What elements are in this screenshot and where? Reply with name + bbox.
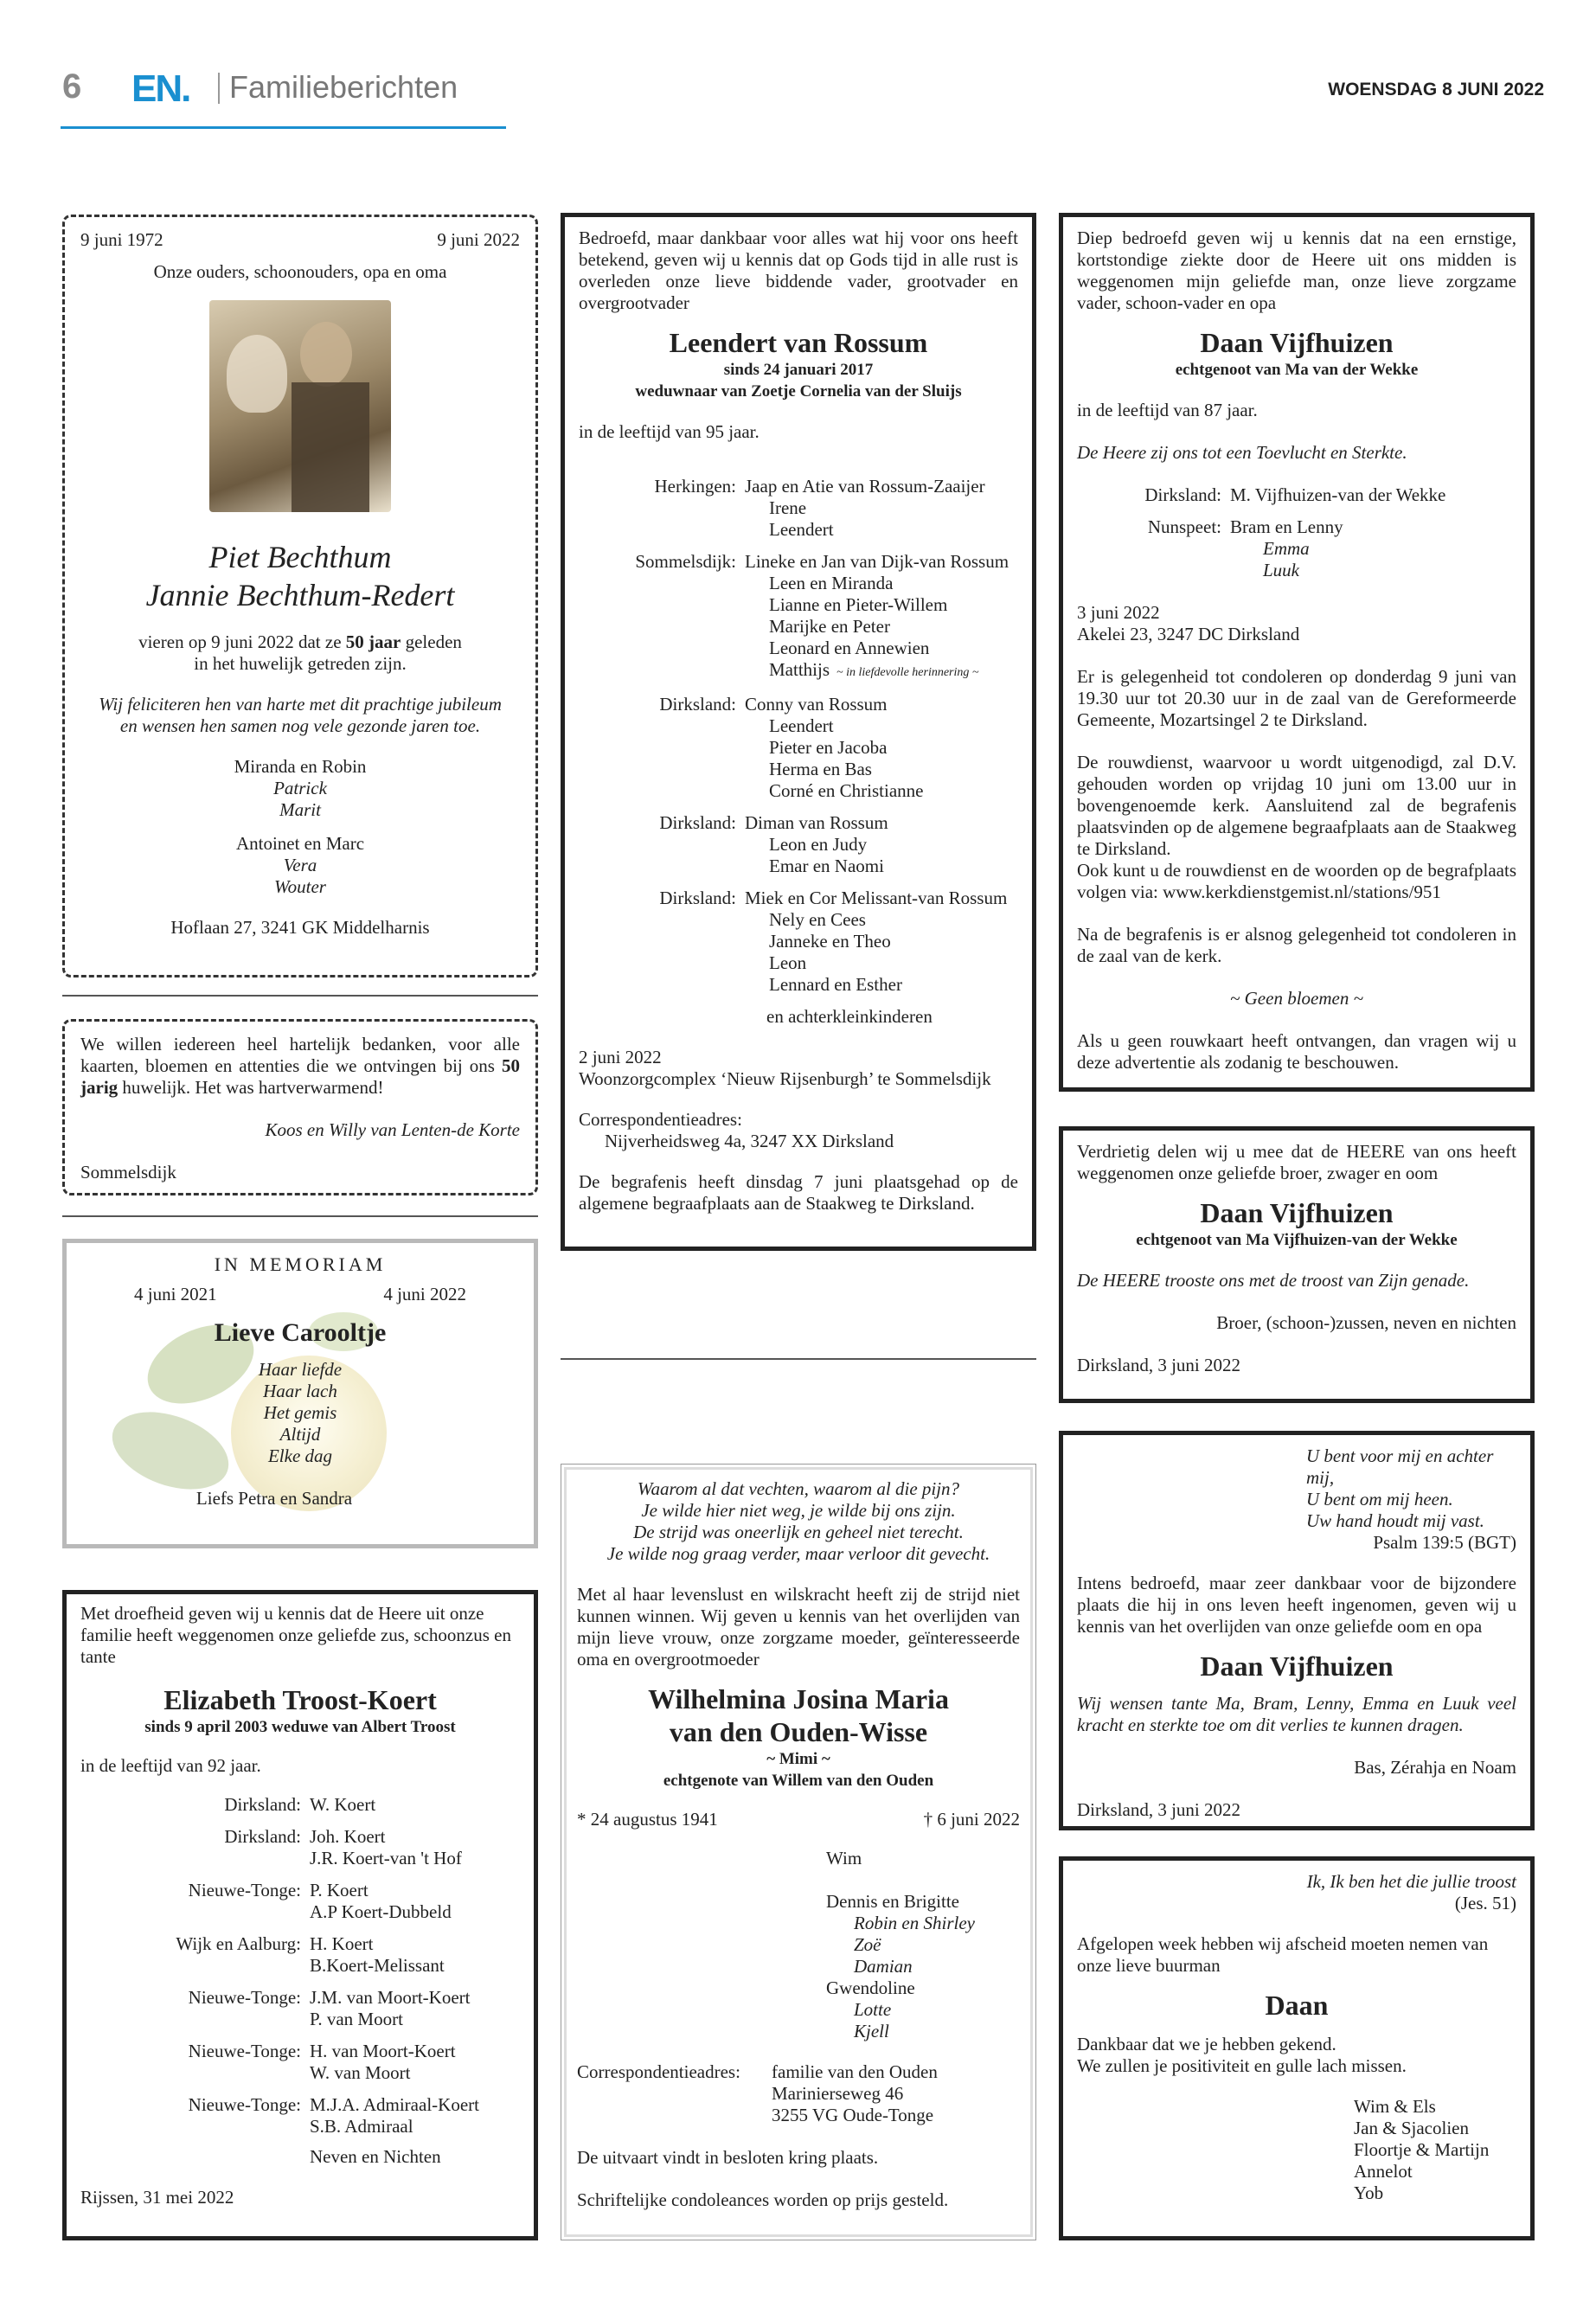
family-member: Dennis en Brigitte xyxy=(826,1891,959,1912)
condolence-info: Er is gelegenheid tot condoleren op donderdag 9 juni van 19.30 uur tot 20.30 uur in de zaal van de Gereformeerde Gemeente, Mozartsingel 2 te Dirksland. xyxy=(1077,666,1516,730)
in-memoriam-ad xyxy=(62,1239,538,1548)
since-line: sinds 24 januari 2017 xyxy=(723,361,874,379)
grandchild-label: Janneke en Theo xyxy=(769,931,891,952)
family-member: Damian xyxy=(854,1956,913,1977)
grandchild-label: Leonard en Annewien xyxy=(769,638,930,658)
grandchild-label: Lennard en Esther xyxy=(769,974,902,995)
relative-name: Jaap en Atie van Rossum-Zaaijer xyxy=(745,476,985,497)
section-title: Familieberichten xyxy=(229,69,458,105)
correspondence-address: Nijverheidsweg 4a, 3247 XX Dirksland xyxy=(605,1131,894,1151)
family-1-child: Patrick xyxy=(273,778,327,798)
grandchild-name xyxy=(745,715,923,737)
signature: Bas, Zérahja en Noam xyxy=(1354,1757,1516,1778)
grandchild-name xyxy=(745,834,888,856)
family-member xyxy=(826,1869,1020,1891)
no-card-note: Als u geen rouwkaart heeft ontvangen, dan vragen wij u deze advertentie als zodanig te beschouwen. xyxy=(1077,1030,1516,1073)
scripture-ref: (Jes. 51) xyxy=(1454,1893,1516,1913)
grandchild-label: Leendert xyxy=(769,715,834,736)
wish-2: en wensen hen samen nog vele gezonde jaren toe. xyxy=(119,715,481,736)
family-group xyxy=(579,476,1018,541)
poem-line: De strijd was oneerlijk en geheel niet terecht. xyxy=(633,1522,964,1542)
celebration-line: vieren op 9 juni 2022 dat ze 50 jaar geleden xyxy=(138,631,462,652)
family-2: Antoinet en Marc xyxy=(235,833,365,854)
condolence-note: Schriftelijke condoleances worden op prijs gesteld. xyxy=(577,2189,949,2210)
age: in de leeftijd van 95 jaar. xyxy=(579,421,760,442)
family-group xyxy=(579,812,1018,877)
grandchild-name xyxy=(745,519,985,541)
relative-name: J.M. van Moort-Koert xyxy=(310,1987,471,2008)
family-group xyxy=(579,551,1018,683)
deceased-name-2: van den Ouden-Wisse xyxy=(669,1716,928,1747)
scripture-ref: Psalm 139:5 (BGT) xyxy=(1373,1532,1516,1553)
relative-row xyxy=(80,2094,520,2138)
family-2-child: Wouter xyxy=(274,876,326,897)
intro: Verdrietig delen wij u mee dat de HEERE van ons heeft weggenomen onze geliefde broer, zwager en oom xyxy=(1077,1141,1516,1183)
spouse-line: echtgenoot van Ma van der Wekke xyxy=(1175,361,1419,379)
funeral-note: De uitvaart vindt in besloten kring plaats. xyxy=(577,2147,879,2168)
online-info: Ook kunt u de rouwdienst en de woorden op de begrafplaats volgen via: www.kerkdienstgemist.nl/stations/951 xyxy=(1077,860,1516,902)
signer: Jan & Sjacolien xyxy=(1354,2118,1469,2138)
intro: Met al haar levenslust en wilskracht heeft zij de strijd niet kunnen winnen. Wij geven u kennis van het overlijden van mijn lieve vrouw, onze zorgzame moeder, geïnteresseerde oma en overgrootmoeder xyxy=(577,1584,1020,1670)
obituary-vijfhuizen-siblings xyxy=(1059,1126,1535,1403)
grandchild-name xyxy=(745,573,1009,594)
grandchild-label: Nely en Cees xyxy=(769,909,866,930)
intro: Afgelopen week hebben wij afscheid moeten nemen van onze lieve buurman xyxy=(1077,1933,1489,1976)
relative-name: H. Koert xyxy=(310,1933,374,1954)
signer: Annelot xyxy=(1354,2161,1413,2182)
grandchild-label: Emar en Naomi xyxy=(769,856,884,876)
grandchild-label: Matthijs xyxy=(769,659,830,680)
grandchild-name xyxy=(745,856,888,877)
place: Dirksland: xyxy=(1144,484,1221,505)
relative: M. Vijfhuizen-van der Wekke xyxy=(1230,484,1446,505)
family-group xyxy=(579,694,1018,802)
grandchild: Emma xyxy=(1263,538,1310,559)
obituary-troost-koert xyxy=(62,1590,538,2240)
issue-date: WOENSDAG 8 JUNI 2022 xyxy=(1328,80,1544,99)
family-member: Robin en Shirley xyxy=(854,1913,975,1933)
signature: Liefs Petra en Sandra xyxy=(195,1488,353,1509)
birth-date: * 24 augustus 1941 xyxy=(577,1809,718,1830)
poem-line: Waarom al dat vechten, waarom al die pijn? xyxy=(637,1478,960,1499)
obituary-vijfhuizen-grandchildren xyxy=(1059,1431,1535,1830)
family-member: Wim xyxy=(826,1848,862,1868)
after-burial: Na de begrafenis is er alsnog gelegenheid tot condoleren in de zaal van de kerk. xyxy=(1077,924,1516,966)
death-date: † 6 juni 2022 xyxy=(923,1809,1020,1830)
relative-name: Lineke en Jan van Dijk-van Rossum xyxy=(745,551,1010,572)
grandchild-label: Marijke en Peter xyxy=(769,616,890,637)
address: Hoflaan 27, 3241 GK Middelharnis xyxy=(170,917,430,938)
footer: Dirksland, 3 juni 2022 xyxy=(1077,1799,1240,1820)
spouse-line: echtgenote van Willem van den Ouden xyxy=(663,1772,934,1790)
service-info: De rouwdienst, waarvoor u wordt uitgenodigd, zal D.V. gehouden worden op vrijdag 10 juni om 13.00 uur in bovengenoemde kerk. Aansluitend zal de begrafenis plaatsvinden op de algemene begraafplaats aan de Staakweg te Dirksland. xyxy=(1077,752,1516,859)
relative: Bram en Lenny xyxy=(1230,516,1343,537)
family-1: Miranda en Robin xyxy=(234,756,367,777)
intro: Intens bedroefd, maar zeer dankbaar voor de bijzondere plaats die hij in ons leven heeft ingenomen, geven wij u kennis van het overlijden van onze geliefde oom en opa xyxy=(1077,1573,1516,1637)
poem-line: U bent om mij heen. xyxy=(1306,1489,1453,1509)
deceased-name: Daan xyxy=(1265,1990,1329,2021)
family-member: Kjell xyxy=(854,2021,889,2041)
poem-line: Haar lach xyxy=(263,1381,337,1401)
deceased-name-1: Wilhelmina Josina Maria xyxy=(648,1683,949,1715)
date: 2 juni 2022 xyxy=(579,1047,662,1067)
poem-line: Altijd xyxy=(279,1424,321,1445)
family-group xyxy=(579,888,1018,996)
quote: Ik, Ik ben het die jullie troost xyxy=(1306,1871,1516,1892)
grandchild-name xyxy=(745,616,1009,638)
verse: De HEERE trooste ons met de troost van Zijn genade. xyxy=(1077,1270,1470,1291)
intro: Onze ouders, schoonouders, opa en oma xyxy=(153,261,447,282)
grandchild-label: Leon en Judy xyxy=(769,834,868,855)
grandchild-name xyxy=(745,594,1009,616)
date-left: 9 juni 1972 xyxy=(80,229,163,250)
grandchild-label: Herma en Bas xyxy=(769,759,872,779)
wish: Wij wensen tante Ma, Bram, Lenny, Emma en Luuk veel kracht en sterkte toe om dit verlies te kunnen dragen. xyxy=(1077,1693,1516,1735)
burial-note: De begrafenis heeft dinsdag 7 juni plaatsgehad op de algemene begraafplaats aan de Staakweg te Dirksland. xyxy=(579,1171,1018,1214)
obituary-van-den-ouden xyxy=(561,1464,1036,2240)
poem-line: Haar liefde xyxy=(258,1359,343,1380)
grandchild-name xyxy=(745,759,923,780)
relative-name: S.B. Admiraal xyxy=(310,2116,413,2137)
grandchild-label: Leendert xyxy=(769,519,834,540)
column-rule xyxy=(561,1358,1036,1360)
grandchild-name xyxy=(745,780,923,802)
place: Nieuwe-Tonge: xyxy=(188,2094,301,2115)
memorial-note: ~ in liefdevolle herinnering ~ xyxy=(836,666,979,679)
address: Akelei 23, 3247 DC Dirksland xyxy=(1077,624,1300,644)
signature: Koos en Willy van Lenten-de Korte xyxy=(265,1119,520,1140)
signature: Broer, (schoon-)zussen, neven en nichten xyxy=(1216,1312,1516,1333)
correspondence-line: familie van den Ouden xyxy=(772,2061,938,2082)
relative-name: Joh. Koert xyxy=(310,1826,386,1847)
place: Nieuwe-Tonge: xyxy=(188,1880,301,1900)
family-member: Lotte xyxy=(854,1999,892,2020)
nickname: ~ Mimi ~ xyxy=(766,1750,830,1768)
place: Wijk en Aalburg: xyxy=(176,1933,301,1954)
relative-name: Diman van Rossum xyxy=(745,812,888,833)
grandchild-name xyxy=(745,497,985,519)
family-member: Zoë xyxy=(854,1934,881,1955)
correspondence-label: Correspondentieadres: xyxy=(577,2061,740,2082)
grandchild-label: Leon xyxy=(769,952,807,973)
deceased-name: Daan Vijfhuizen xyxy=(1200,1197,1394,1228)
spouse-line: echtgenoot van Ma Vijfhuizen-van der Wekke xyxy=(1136,1231,1458,1249)
grandchild-name xyxy=(745,931,1007,952)
correspondence-line: 3255 VG Oude-Tonge xyxy=(772,2105,934,2125)
relative-row xyxy=(80,2041,520,2084)
relative-name: Conny van Rossum xyxy=(745,694,888,715)
relative-name: W. van Moort xyxy=(310,2062,411,2083)
grandchild-name xyxy=(745,952,1007,974)
family-member: Gwendoline xyxy=(826,1977,915,1998)
relative-name: A.P Koert-Dubbeld xyxy=(310,1901,452,1922)
intro: Bedroefd, maar dankbaar voor alles wat hij voor ons heeft betekend, geven wij u kennis dat op Gods tijd in alle rust is overleden onze lieve biddende vader, grootvader en overgrootvader xyxy=(579,228,1018,313)
poem-line: Je wilde nog graag verder, maar verloor dit gevecht. xyxy=(606,1543,990,1564)
column-rule xyxy=(62,995,538,997)
footer: Rijssen, 31 mei 2022 xyxy=(80,2187,234,2208)
place: Sommelsdijk xyxy=(80,1162,176,1183)
celebration-line-2: in het huwelijk getreden zijn. xyxy=(194,653,407,674)
deceased-name: Leendert van Rossum xyxy=(669,327,928,358)
relative-name: M.J.A. Admiraal-Koert xyxy=(310,2094,479,2115)
relative-row xyxy=(80,1933,520,1977)
relative-row xyxy=(80,1794,520,1816)
widow-line: sinds 9 april 2003 weduwe van Albert Troost xyxy=(144,1718,456,1736)
place: Herkingen: xyxy=(654,476,736,497)
widower-line: weduwnaar van Zoetje Cornelia van der Sluijs xyxy=(635,382,962,401)
location: Woonzorgcomplex ‘Nieuw Rijsenburgh’ te Sommelsdijk xyxy=(579,1068,991,1089)
relative-name: P. Koert xyxy=(310,1880,369,1900)
relative-row xyxy=(80,1880,520,1923)
relative-row xyxy=(80,1987,520,2030)
relative-name: B.Koert-Melissant xyxy=(310,1955,445,1976)
poem-line: U bent voor mij en achter mij, xyxy=(1306,1445,1494,1488)
correspondence-line: Marinierseweg 46 xyxy=(772,2083,904,2104)
signer: Floortje & Martijn xyxy=(1354,2139,1490,2160)
deceased-name: Daan Vijfhuizen xyxy=(1200,327,1394,358)
place: Dirksland: xyxy=(659,812,736,833)
grandchildren: en achterkleinkinderen xyxy=(766,1006,933,1027)
grandchild-label: Lianne en Pieter-Willem xyxy=(769,594,948,615)
wish-1: Wij feliciteren hen van harte met dit prachtige jubileum xyxy=(99,694,502,715)
age: in de leeftijd van 92 jaar. xyxy=(80,1755,261,1776)
relative-name: J.R. Koert-van 't Hof xyxy=(310,1848,462,1868)
intro: Diep bedroefd geven wij u kennis dat na een ernstige, kortstondige ziekte door de Heere uit ons midden is weggenomen mijn geliefde man, onze lieve zorgzame vader, schoon-vader en opa xyxy=(1077,228,1516,313)
newspaper-logo: EN. xyxy=(131,67,190,110)
couple-photo xyxy=(209,300,391,512)
grandchild-label: Pieter en Jacoba xyxy=(769,737,888,758)
date-right: 9 juni 2022 xyxy=(437,229,520,250)
obituary-van-rossum xyxy=(561,213,1036,1251)
thanks-text: We willen iedereen heel hartelijk bedanken, voor alle kaarten, bloemen en attenties die we ontvingen bij ons 50 jarig huwelijk. Het was hartverwarmend! xyxy=(80,1034,520,1098)
place: Sommelsdijk: xyxy=(635,551,736,572)
age: in de leeftijd van 87 jaar. xyxy=(1077,400,1258,420)
message-line: Dankbaar dat we je hebben gekend. xyxy=(1077,2034,1336,2054)
relatives: Neven en Nichten xyxy=(310,2146,441,2167)
header-rule xyxy=(61,126,506,129)
grandchild-label: Leen en Miranda xyxy=(769,573,894,593)
date-right: 4 juni 2022 xyxy=(383,1284,466,1304)
grandchild-name xyxy=(745,659,1009,683)
place: Dirksland: xyxy=(224,1794,301,1815)
obituary-daan-neighbours xyxy=(1059,1856,1535,2240)
poem-line: Uw hand houdt mij vast. xyxy=(1306,1510,1484,1531)
verse: De Heere zij ons tot een Toevlucht en Sterkte. xyxy=(1077,442,1407,463)
family-2-child: Vera xyxy=(283,855,317,875)
header-separator xyxy=(218,73,220,104)
poem-line: Elke dag xyxy=(267,1445,333,1466)
relative-row xyxy=(80,1826,520,1869)
memoriam-title: IN MEMORIAM xyxy=(214,1253,387,1275)
message-line: We zullen je positiviteit en gulle lach missen. xyxy=(1077,2055,1407,2076)
no-flowers: ~ Geen bloemen ~ xyxy=(1230,988,1363,1009)
grandchild-name xyxy=(745,974,1007,996)
grandchild: Luuk xyxy=(1263,560,1299,580)
grandchild-label: Corné en Christianne xyxy=(769,780,924,801)
relative-name: Miek en Cor Melissant-van Rossum xyxy=(745,888,1008,908)
grandchild-label: Irene xyxy=(769,497,807,518)
place: Dirksland: xyxy=(659,888,736,908)
signer: Wim & Els xyxy=(1354,2096,1436,2117)
footer: Dirksland, 3 juni 2022 xyxy=(1077,1355,1240,1375)
poem-line: Het gemis xyxy=(263,1402,337,1423)
page-number: 6 xyxy=(62,67,82,106)
correspondence-label: Correspondentieadres: xyxy=(579,1109,742,1130)
poem-line: Je wilde hier niet weg, je wilde bij ons zijn. xyxy=(641,1500,956,1521)
grandchild-name xyxy=(745,638,1009,659)
deceased-name: Daan Vijfhuizen xyxy=(1200,1650,1394,1682)
name-1: Piet Bechthum xyxy=(208,540,392,574)
thanks-ad xyxy=(62,1019,538,1195)
place: Nieuwe-Tonge: xyxy=(188,2041,301,2061)
deceased-name: Elizabeth Troost-Koert xyxy=(163,1684,437,1715)
family-1-child: Marit xyxy=(279,799,321,820)
obituary-vijfhuizen-family xyxy=(1059,213,1535,1092)
relative-name: H. van Moort-Koert xyxy=(310,2041,456,2061)
memoriam-name: Lieve Carooltje xyxy=(214,1318,387,1347)
date: 3 juni 2022 xyxy=(1077,602,1160,623)
place: Dirksland: xyxy=(224,1826,301,1847)
signer: Yob xyxy=(1354,2182,1384,2203)
name-2: Jannie Bechthum-Redert xyxy=(145,578,455,612)
anniversary-ad xyxy=(62,215,538,977)
relative-name: P. van Moort xyxy=(310,2009,403,2029)
intro: Met droefheid geven wij u kennis dat de Heere uit onze familie heeft weggenomen onze geliefde zus, schoonzus en tante xyxy=(80,1603,511,1667)
place: Nieuwe-Tonge: xyxy=(188,1987,301,2008)
date-left: 4 juni 2021 xyxy=(134,1284,217,1304)
place: Dirksland: xyxy=(659,694,736,715)
grandchild-name xyxy=(745,737,923,759)
place: Nunspeet: xyxy=(1147,516,1221,537)
grandchild-name xyxy=(745,909,1007,931)
relative-name: W. Koert xyxy=(310,1794,376,1815)
column-rule xyxy=(62,1215,538,1217)
